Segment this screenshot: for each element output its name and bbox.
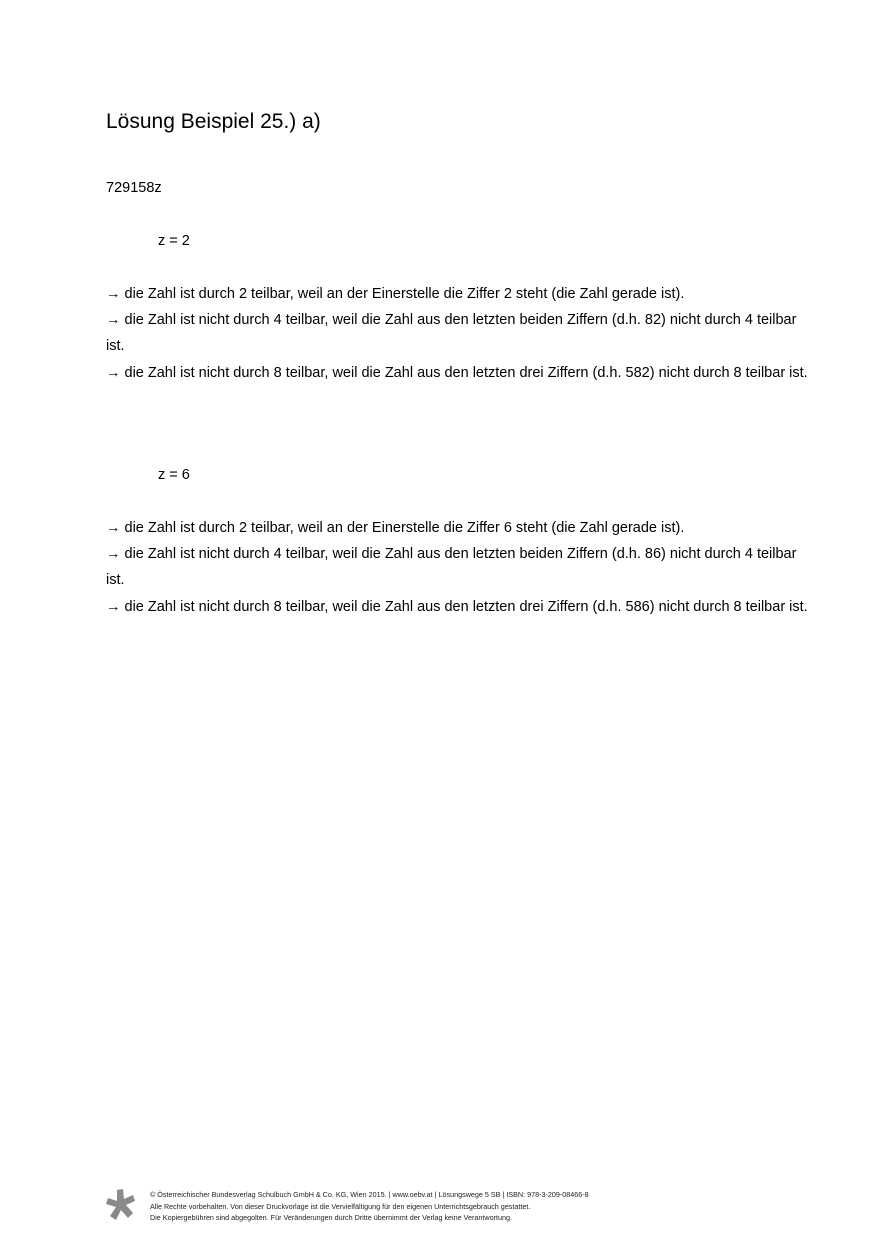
explanation-line: → die Zahl ist nicht durch 8 teilbar, weil die Zahl aus den letzten drei Ziffern (d.h. 586) nicht durch 8 teilbar ist. <box>106 594 818 620</box>
explanation-line: → die Zahl ist nicht durch 8 teilbar, weil die Zahl aus den letzten drei Ziffern (d.h. 582) nicht durch 8 teilbar ist. <box>106 360 818 386</box>
explanation-line: → die Zahl ist durch 2 teilbar, weil an der Einerstelle die Ziffer 2 steht (die Zahl gerade ist). <box>106 281 818 307</box>
arrow-right-icon: → <box>106 546 121 563</box>
oebv-asterisk-logo-icon <box>106 1189 136 1221</box>
explanation-line: → die Zahl ist nicht durch 4 teilbar, weil die Zahl aus den letzten beiden Ziffern (d.h. 86) nicht durch 4 teilbar ist. <box>106 541 818 593</box>
arrow-right-icon: → <box>106 312 121 329</box>
footer-line-2: Alle Rechte vorbehalten. Von dieser Druckvorlage ist die Vervielfältigung für den eigenen Unterrichtsgebrauch gestattet. <box>150 1201 531 1211</box>
case-label-z2: z = 2 <box>158 233 190 249</box>
page-title: Lösung Beispiel 25.) a) <box>106 110 321 133</box>
number-expression: 729158z <box>106 180 162 196</box>
page-footer <box>106 1189 806 1225</box>
footer-copyright <box>150 1189 589 1224</box>
case-explanations-z6 <box>106 515 818 620</box>
case-label-z6: z = 6 <box>158 467 190 483</box>
arrow-right-icon: → <box>106 286 121 302</box>
arrow-right-icon: → <box>106 598 121 615</box>
footer-line-3: Die Kopiergebühren sind abgegolten. Für Veränderungen durch Dritte übernimmt der Verlag keine Verantwortung. <box>150 1213 512 1222</box>
explanation-line: → die Zahl ist durch 2 teilbar, weil an der Einerstelle die Ziffer 6 steht (die Zahl gerade ist). <box>106 515 818 541</box>
explanation-line: → die Zahl ist nicht durch 4 teilbar, weil die Zahl aus den letzten beiden Ziffern (d.h. 82) nicht durch 4 teilbar ist. <box>106 307 818 359</box>
footer-line-1: © Österreichischer Bundesverlag Schulbuch GmbH & Co. KG, Wien 2015. | www.oebv.at | Lösungswege 5 SB | ISBN: 978-3-209-08466-8 <box>150 1190 589 1199</box>
arrow-right-icon: → <box>106 520 121 536</box>
arrow-right-icon: → <box>106 364 121 381</box>
case-explanations-z2 <box>106 281 818 386</box>
